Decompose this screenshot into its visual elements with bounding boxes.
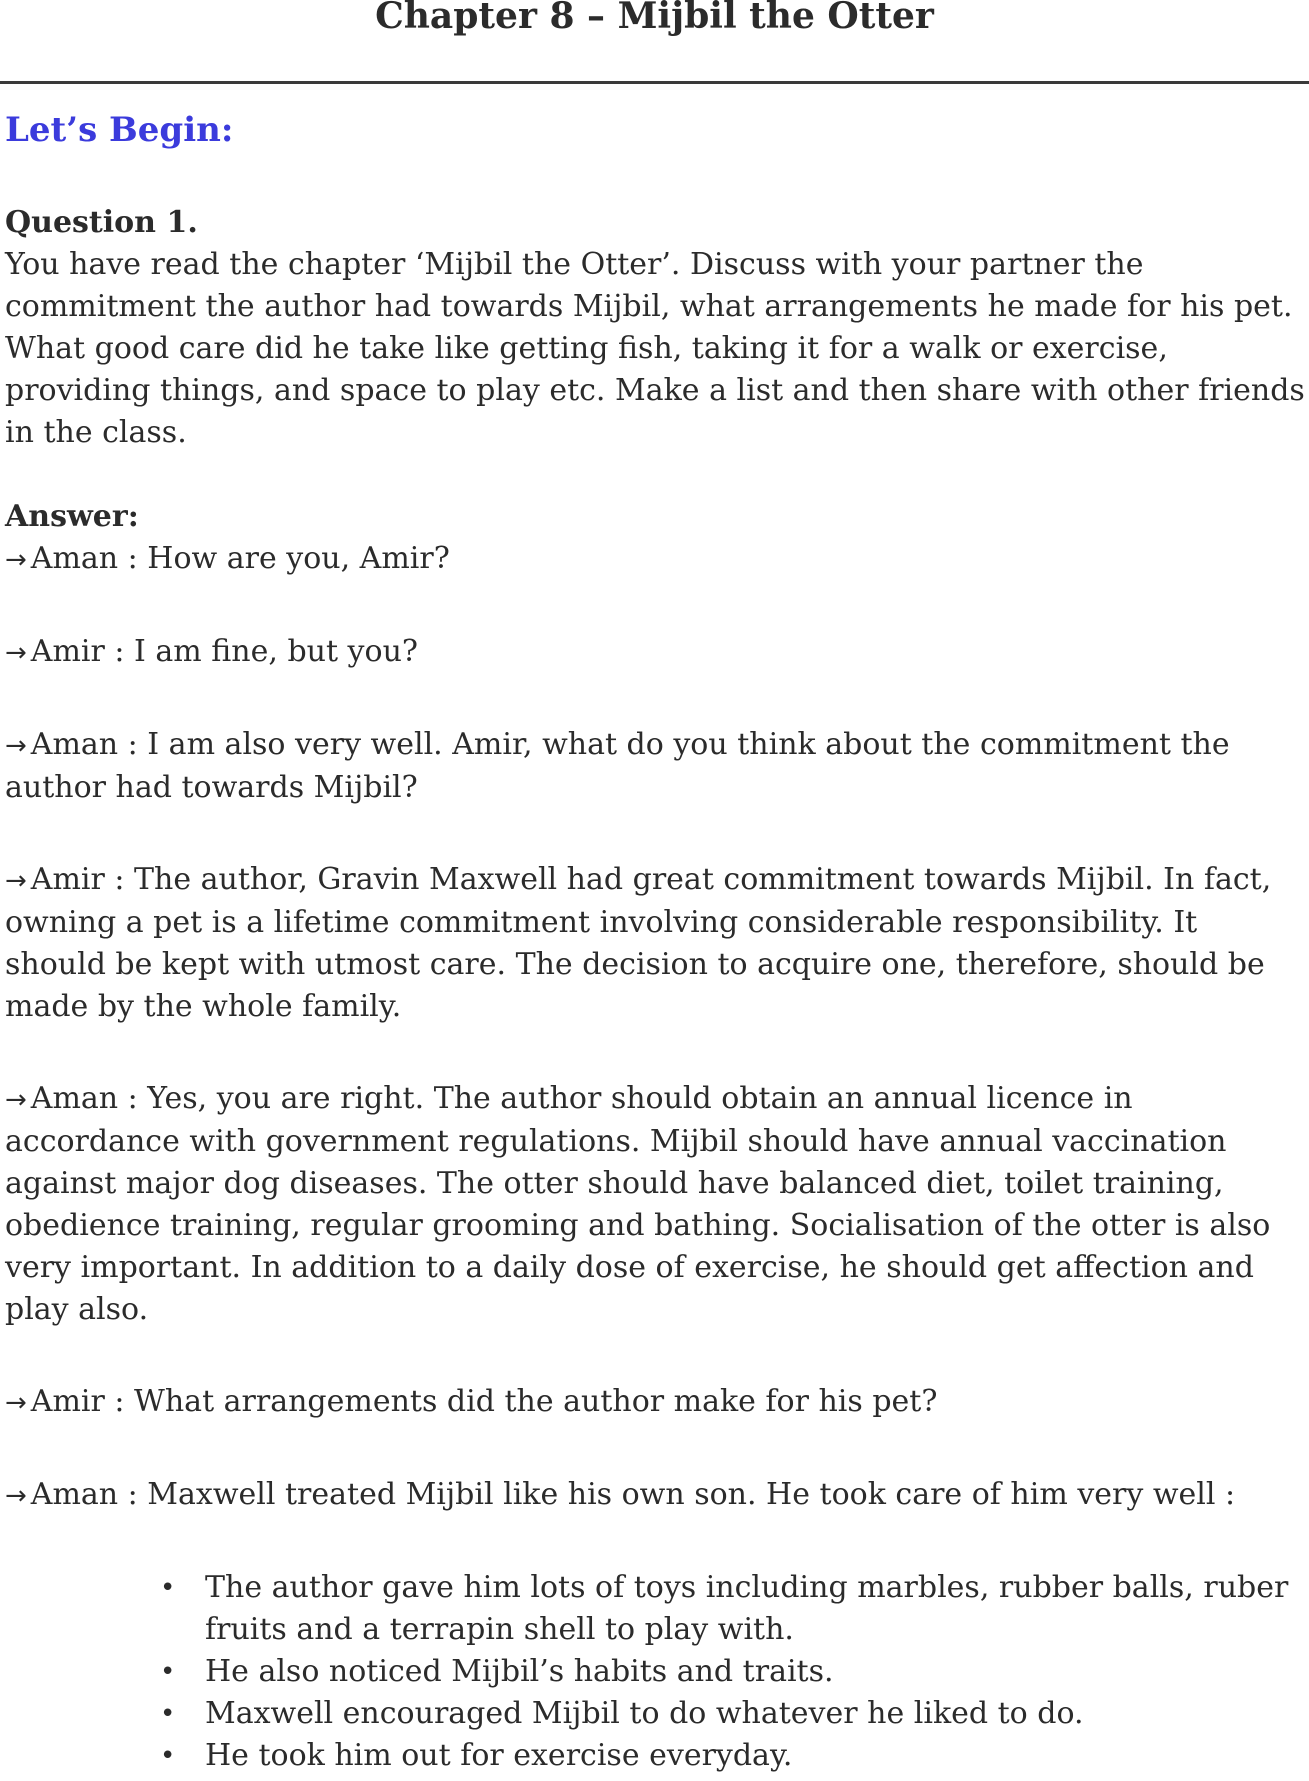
arrow-icon: → [5,1085,27,1115]
dialogue-text: Aman : Maxwell treated Mijbil like his own son. He took care of him very well : [30,1477,1236,1512]
list-item-text: The author gave him lots of toys including marbles, rubber balls, ruber fruits and a terrapin shell to play with. [205,1570,1289,1647]
bullet-icon: • [160,1573,176,1603]
question-text: You have read the chapter ‘Mijbil the Otter’. Discuss with your partner the commitment the author had towards Mijbil, what arrangements he made for his pet. What good care did he take like getting fish, taking it for a walk or exercise, providing things, and space to play etc. Make a list and then share with other friends in the class. [5,247,1305,450]
dialogue-line [5,631,1305,674]
bullet-icon: • [160,1699,176,1729]
arrow-icon: → [5,731,27,761]
list-item-text: He took him out for exercise everyday. [205,1738,793,1773]
arrow-icon: → [5,545,27,575]
arrow-icon: → [5,638,27,668]
dialogue-line [5,538,1305,581]
chapter-title: Chapter 8 – Mijbil the Otter [375,0,934,37]
list-item-text: Maxwell encouraged Mijbil to do whatever he liked to do. [205,1696,1084,1731]
arrow-icon: → [5,1388,27,1418]
care-list [5,1567,1305,1777]
list-item [160,1693,1305,1735]
arrow-icon: → [5,866,27,896]
list-item [160,1567,1305,1651]
list-item-text: He also noticed Mijbil’s habits and traits. [205,1654,834,1689]
answer-label: Answer: [5,499,139,534]
arrow-icon: → [5,1481,27,1511]
question-label: Question 1. [5,205,198,240]
dialogue-text: Aman : How are you, Amir? [30,541,450,576]
list-item [160,1735,1305,1777]
dialogue-line [5,1474,1305,1517]
dialogue-line [5,724,1305,809]
bullet-icon: • [160,1657,176,1687]
content-body [5,202,1305,1777]
dialogue-text: Aman : Yes, you are right. The author should obtain an annual licence in accordance with government regulations. Mijbil should have annual vaccination against major dog diseases. The otter should have balanced diet, toilet training, obedience training, regular grooming and bathing. Socialisation of the otter is also very important. In addition to a daily dose of exercise, he should get affection and play also. [5,1081,1271,1327]
dialogue-text: Amir : The author, Gravin Maxwell had great commitment towards Mijbil. In fact, owning a pet is a lifetime commitment involving considerable responsibility. It should be kept with utmost care. The decision to acquire one, therefore, should be made by the whole family. [5,862,1272,1024]
title-divider [0,81,1309,84]
dialogue-text: Amir : I am fine, but you? [30,634,418,669]
dialogue-line [5,1381,1305,1424]
bullet-icon: • [160,1741,176,1771]
list-item [160,1651,1305,1693]
dialogue-line [5,1078,1305,1331]
section-heading: Let’s Begin: [5,110,234,150]
dialogue-text: Aman : I am also very well. Amir, what do you think about the commitment the author had towards Mijbil? [5,727,1230,805]
dialogue-text: Amir : What arrangements did the author make for his pet? [30,1384,938,1419]
dialogue-line [5,859,1305,1028]
